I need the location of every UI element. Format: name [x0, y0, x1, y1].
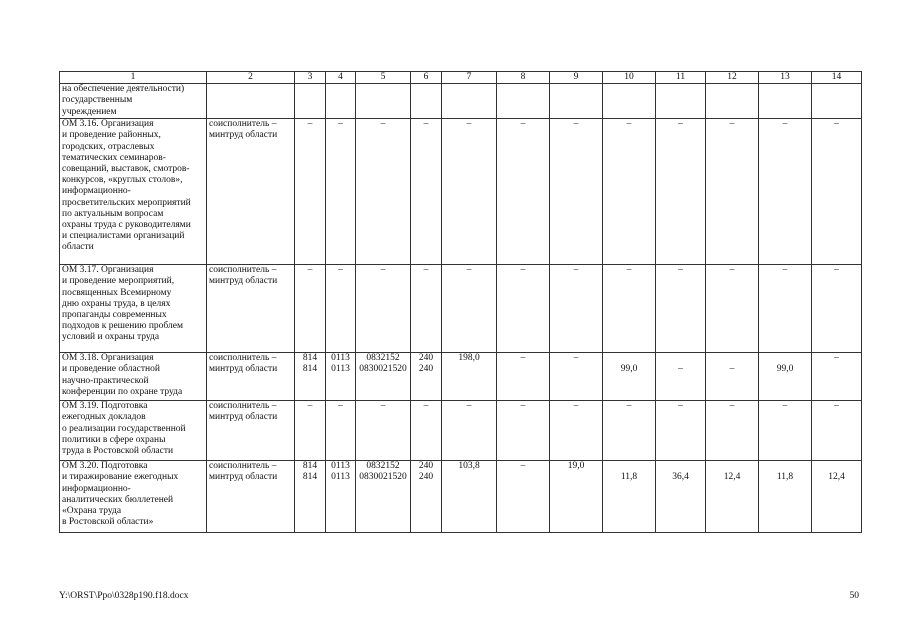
value-cell [356, 84, 411, 119]
value-text: – [678, 364, 683, 375]
value-cell [656, 84, 706, 119]
value-cell: – [812, 265, 862, 353]
value-text: 99,0 [620, 364, 638, 375]
executor-cell [207, 265, 295, 353]
measure-text: ОМ 3.18. Организация и проведение областной научно-практической конференции по охране труда [62, 353, 183, 397]
measure-cell [60, 401, 207, 461]
value-cell [656, 461, 706, 533]
value-cell: – [356, 401, 411, 461]
value-cell: – [759, 265, 812, 353]
value-cell: – [326, 401, 356, 461]
rzpr-code: 0113 0113 [331, 461, 350, 483]
csr-cell [356, 353, 411, 401]
value-cell: – [656, 265, 706, 353]
table-row [60, 461, 862, 533]
value-cell [706, 353, 759, 401]
value-text: 12,4 [828, 472, 845, 483]
page-number: 50 [849, 591, 859, 601]
value-cell: – [603, 119, 656, 265]
value-cell: – [497, 265, 550, 353]
value-cell: – [497, 461, 550, 533]
executor-text: соисполнитель – минтруд области [209, 353, 278, 375]
header-cell: 10 [603, 72, 656, 84]
value-cell [295, 84, 326, 119]
csr-code: 0832152 0830021520 [359, 353, 407, 375]
header-cell: 2 [207, 72, 295, 84]
header-cell: 6 [411, 72, 442, 84]
measure-text: на обеспечение деятельности) государственным учреждением [62, 84, 185, 117]
value-cell [603, 461, 656, 533]
value-text: 12,4 [723, 472, 741, 483]
value-cell: – [706, 401, 759, 461]
measure-cell [60, 119, 207, 265]
measure-cell [60, 461, 207, 533]
grbs-cell [295, 461, 326, 533]
value-cell: – [497, 119, 550, 265]
table-row [60, 119, 862, 265]
value-cell [759, 461, 812, 533]
value-cell: – [812, 119, 862, 265]
value-cell [603, 353, 656, 401]
executor-cell [207, 401, 295, 461]
executor-text: соисполнитель – минтруд области [209, 401, 278, 423]
value-cell [550, 84, 603, 119]
value-cell: – [442, 401, 497, 461]
value-cell: – [759, 401, 812, 461]
rzpr-cell [326, 353, 356, 401]
value-cell: – [497, 401, 550, 461]
value-cell: – [706, 119, 759, 265]
value-cell [759, 84, 812, 119]
header-cell: 3 [295, 72, 326, 84]
header-cell: 11 [656, 72, 706, 84]
value-cell [656, 353, 706, 401]
table-header-row [60, 72, 862, 84]
executor-cell [207, 84, 295, 119]
measure-text: ОМ 3.17. Организация и проведение мероприятий, посвященных Всемирному дню охраны труда, в целях пропаганды современных подходов к решению проблем условий и охраны труда [62, 265, 183, 343]
header-cell: 12 [706, 72, 759, 84]
table-row [60, 84, 862, 119]
table-row [60, 401, 862, 461]
header-cell: 7 [442, 72, 497, 84]
executor-text: соисполнитель – минтруд области [209, 461, 278, 483]
vr-code: 240 240 [418, 353, 434, 375]
value-cell: – [656, 119, 706, 265]
header-cell: 1 [60, 72, 207, 84]
value-cell: – [656, 401, 706, 461]
value-cell [497, 84, 550, 119]
total-cell: 198,0 [442, 353, 497, 401]
value-cell [759, 353, 812, 401]
measure-text: ОМ 3.19. Подготовка ежегодных докладов о реализации государственной политики в сфере охраны труда в Ростовской области [62, 401, 186, 457]
value-cell: – [442, 265, 497, 353]
header-cell: 8 [497, 72, 550, 84]
value-cell [706, 84, 759, 119]
csr-code: 0832152 0830021520 [359, 461, 407, 483]
header-cell: 5 [356, 72, 411, 84]
value-cell: – [295, 401, 326, 461]
executor-cell [207, 119, 295, 265]
value-cell: – [497, 353, 550, 401]
rzpr-code: 0113 0113 [331, 353, 350, 375]
value-text: 99,0 [776, 364, 794, 375]
value-cell [603, 84, 656, 119]
total-cell: 103,8 [442, 461, 497, 533]
value-text: 11,8 [776, 472, 794, 483]
value-cell: – [550, 401, 603, 461]
value-cell: – [550, 119, 603, 265]
header-cell: 14 [812, 72, 862, 84]
value-cell: – [295, 265, 326, 353]
program-table [59, 71, 862, 533]
value-cell: – [812, 353, 862, 401]
measure-text: ОМ 3.16. Организация и проведение районных, городских, отраслевых тематических семинаров- совещаний, выставок, смотров- конкурсов, «круглых столов», информационно- просветительских мероприятий по актуальным вопросам охраны труда с руководителями и специалистами организаций области [62, 119, 191, 253]
table-row [60, 265, 862, 353]
measure-cell [60, 84, 207, 119]
value-cell [442, 84, 497, 119]
grbs-code: 814 814 [302, 461, 318, 483]
value-cell: – [442, 119, 497, 265]
rzpr-cell [326, 461, 356, 533]
value-cell [326, 84, 356, 119]
value-cell: – [356, 265, 411, 353]
value-cell [706, 461, 759, 533]
header-cell: 4 [326, 72, 356, 84]
value-cell [411, 84, 442, 119]
csr-cell [356, 461, 411, 533]
executor-cell [207, 461, 295, 533]
header-cell: 9 [550, 72, 603, 84]
header-cell: 13 [759, 72, 812, 84]
value-text: 36,4 [672, 472, 689, 483]
value-cell: – [550, 353, 603, 401]
grbs-cell [295, 353, 326, 401]
grbs-code: 814 814 [302, 353, 318, 375]
value-cell: – [603, 265, 656, 353]
value-cell: – [706, 265, 759, 353]
value-cell: – [411, 265, 442, 353]
vr-cell [411, 353, 442, 401]
value-cell: – [411, 119, 442, 265]
value-cell: – [759, 119, 812, 265]
executor-cell [207, 353, 295, 401]
value-cell: – [295, 119, 326, 265]
value-cell: – [550, 265, 603, 353]
executor-text: соисполнитель – минтруд области [209, 119, 278, 141]
vr-cell [411, 461, 442, 533]
value-text: 11,8 [620, 472, 638, 483]
value-cell: – [356, 119, 411, 265]
value-cell: – [603, 401, 656, 461]
value-cell: – [326, 119, 356, 265]
value-cell [812, 461, 862, 533]
table-row [60, 353, 862, 401]
vr-code: 240 240 [418, 461, 434, 483]
value-cell: 19,0 [550, 461, 603, 533]
value-cell: – [326, 265, 356, 353]
value-cell: – [812, 401, 862, 461]
value-cell [812, 84, 862, 119]
measure-cell [60, 353, 207, 401]
measure-text: ОМ 3.20. Подготовка и тиражирование ежегодных информационно- аналитических бюллетеней «Охрана труда в Ростовской области» [62, 461, 179, 528]
measure-cell [60, 265, 207, 353]
executor-text: соисполнитель – минтруд области [209, 265, 278, 287]
footer-file-path: Y:\ORST\Ppo\0328p190.f18.docx [59, 591, 189, 601]
value-text: – [729, 364, 735, 375]
value-cell: – [411, 401, 442, 461]
